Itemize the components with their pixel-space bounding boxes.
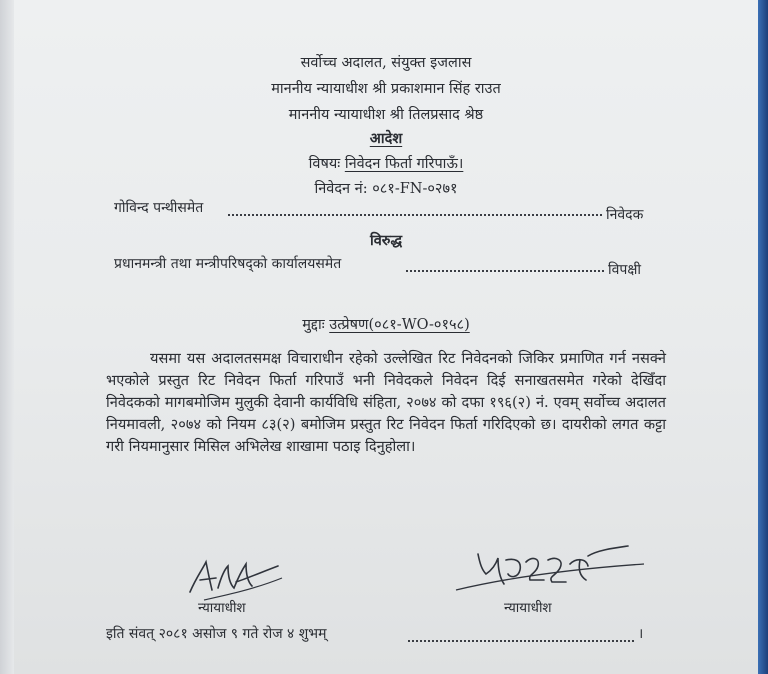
background-right-edge (758, 0, 768, 674)
respondent-name: प्रधानमन्त्री तथा मन्त्रीपरिषद्को कार्यालयसमेत (114, 256, 342, 272)
petitioner-dotted-line (228, 214, 602, 216)
court-order-document (14, 0, 758, 674)
respondent-role: विपक्षी (608, 262, 642, 278)
case-title: उत्प्रेषण(०८१-WO-०१५८) (329, 317, 470, 333)
order-title: आदेश (369, 130, 403, 147)
footer-end-mark: । (638, 626, 644, 642)
right-signature (448, 540, 648, 602)
versus-label: विरुद्ध (369, 232, 403, 249)
order-paragraph: यसमा यस अदालतसमक्ष विचाराधीन रहेको उल्लेखित रिट निवेदनको जिकिर प्रमाणित गर्न नसक्ने भएकोले प्रस्तुत रिट निवेदन फिर्ता गरिपाउँ भनी निवेदकले निवेदन दिई सनाखतसमेत गरेको देखिँदा निवेदकको मागबमोजिम मुलुकी देवानी कार्यविधि संहिता, २०७४ को दफा १९६(२) नं. एवम् सर्वोच्च अदालत नियमावली, २०७४ को नियम ८३(२) बमोजिम प्रस्तुत रिट निवेदन फिर्ता गरिदिएको छ। दायरीको लगत कट्टा गरी नियमानुसार मिसिल अभिलेख शाखामा पठाइ दिनुहोला। (106, 350, 666, 455)
date-line: इति संवत् २०८१ असोज ९ गते रोज ४ शुभम् (106, 626, 327, 642)
order-body (106, 348, 666, 458)
justice-one: माननीय न्यायाधीश श्री प्रकाशमान सिंह राउत (271, 81, 501, 97)
right-signature-label: न्यायाधीश (504, 600, 552, 616)
petitioner-role: निवेदक (606, 207, 644, 223)
background-left-edge (0, 0, 14, 674)
petitioner-name: गोविन्द पन्थीसमेत (114, 200, 204, 216)
petition-number: निवेदन नं: ०८१-FN-०२७१ (314, 181, 458, 197)
respondent-dotted-line (406, 270, 604, 272)
justice-two: माननीय न्यायाधीश श्री तिलप्रसाद श्रेष्ठ (288, 107, 484, 123)
case-prefix: मुद्दाः (302, 317, 325, 333)
left-signature-label: न्यायाधीश (198, 600, 246, 616)
case-line (14, 314, 758, 334)
subject-text: निवेदन फिर्ता गरिपाऊँ। (344, 156, 464, 172)
footer-dotted-line (408, 640, 634, 642)
subject-prefix: विषयः (308, 156, 341, 172)
court-name: सर्वोच्च अदालत, संयुक्त इजलास (300, 55, 472, 71)
subject-line (14, 153, 758, 173)
